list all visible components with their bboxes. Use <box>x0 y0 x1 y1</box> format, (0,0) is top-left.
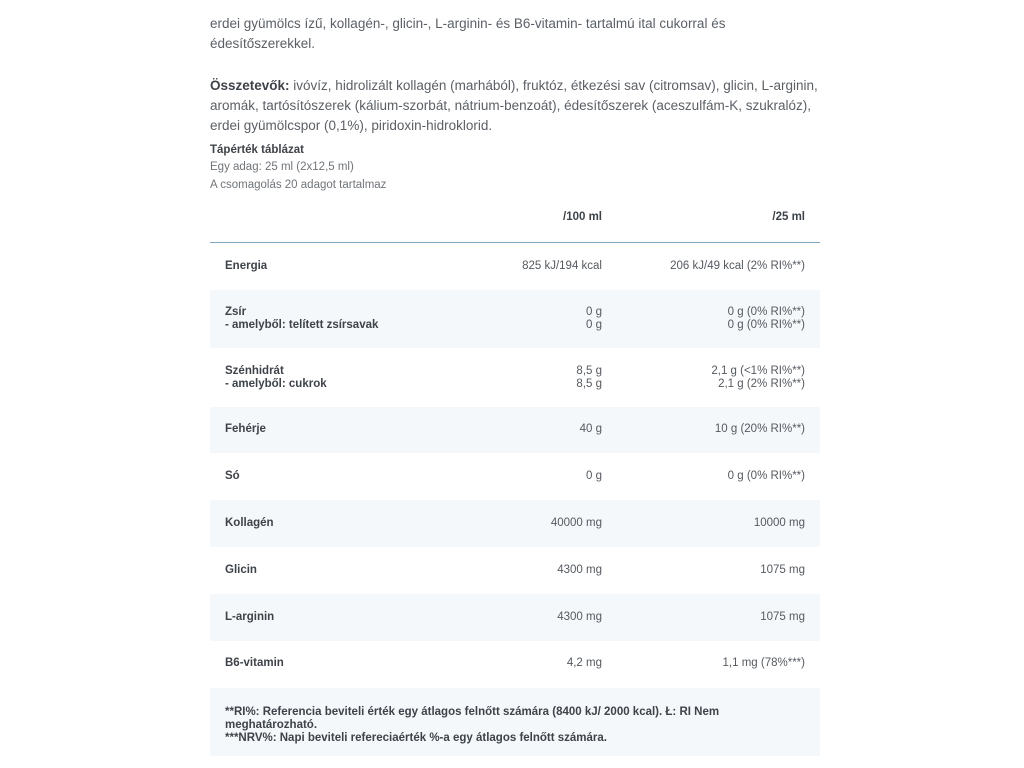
value-per-100ml: 4,2 mg <box>566 657 602 669</box>
nutrition-table-title: Tápérték táblázat <box>210 144 304 156</box>
value-per-25ml: 0 g (0% RI%**) <box>727 470 805 482</box>
nutrient-name: L-arginin <box>225 611 275 623</box>
value-per-100ml: 40000 mg <box>550 517 602 529</box>
nutrient-name: Só <box>225 470 240 482</box>
nutrient-name: Energia <box>225 260 268 272</box>
value-per-100ml: 40 g <box>579 423 602 435</box>
value-per-25ml: 1075 mg <box>760 611 805 623</box>
row-so <box>210 453 820 500</box>
value-per-25ml: 10 g (20% RI%**) <box>714 423 805 435</box>
row-b6-vitamin <box>210 641 820 688</box>
header-per-100ml: /100 ml <box>563 211 602 223</box>
ingredients-label: Összetevők: <box>210 78 290 93</box>
product-description: erdei gyümölcs ízű, kollagén-, glicin-, L-arginin- és B6-vitamin- tartalmú ital cukorral és édesítőszerekkel. <box>210 16 726 51</box>
value-per-25ml: 10000 mg <box>753 517 805 529</box>
value-per-100ml: 4300 mg <box>557 564 602 576</box>
nutrition-table-header <box>210 196 820 243</box>
nutrient-subname: - amelyből: telített zsírsavak <box>225 319 379 331</box>
value-per-25ml: 206 kJ/49 kcal (2% RI%**) <box>670 260 805 272</box>
servings-per-package: A csomagolás 20 adagot tartalmaz <box>210 179 387 191</box>
nutrient-name: Fehérje <box>225 423 266 435</box>
value-per-25ml-sub: 0 g (0% RI%**) <box>727 319 805 331</box>
nutrient-name: Glicin <box>225 564 257 576</box>
value-per-100ml: 8,5 g <box>576 365 602 377</box>
nutrient-subname: - amelyből: cukrok <box>225 378 327 390</box>
row-szenhidrat <box>210 348 820 407</box>
value-per-100ml-sub: 0 g <box>586 319 602 331</box>
row-kollagen <box>210 500 820 547</box>
value-per-100ml-sub: 8,5 g <box>576 378 602 390</box>
nutrient-name: Zsír <box>225 306 247 318</box>
nutrition-footnote <box>210 688 820 756</box>
value-per-25ml: 1075 mg <box>760 564 805 576</box>
value-per-100ml: 0 g <box>586 470 602 482</box>
nutrient-name: B6-vitamin <box>225 657 284 669</box>
value-per-25ml: 1,1 mg (78%***) <box>722 657 805 669</box>
value-per-100ml: 4300 mg <box>557 611 602 623</box>
value-per-100ml: 825 kJ/194 kcal <box>522 260 602 272</box>
serving-size: Egy adag: 25 ml (2x12,5 ml) <box>210 161 354 173</box>
value-per-25ml: 0 g (0% RI%**) <box>727 306 805 318</box>
footnote-nrv: ***NRV%: Napi beviteli refereciaérték %-a egy átlagos felnőtt számára. <box>225 732 607 744</box>
row-energia <box>210 243 820 290</box>
ingredients-paragraph <box>210 76 835 136</box>
row-l-arginin <box>210 594 820 641</box>
ingredients-text: ivóvíz, hidrolizált kollagén (marhából), fruktóz, étkezési sav (citromsav), glicin, L-arginin, aromák, tartósítószerek (kálium-szorbát, nátrium-benzoát), édesítőszerek (aceszulfám-K, szukralóz), erdei gyümölcspor (0,1%), piridoxin-hidroklorid. <box>210 78 818 133</box>
row-feherje <box>210 407 820 453</box>
header-per-25ml: /25 ml <box>772 211 805 223</box>
value-per-25ml: 2,1 g (<1% RI%**) <box>711 365 805 377</box>
value-per-25ml-sub: 2,1 g (2% RI%**) <box>718 378 805 390</box>
nutrient-name: Kollagén <box>225 517 274 529</box>
row-zsir <box>210 290 820 348</box>
footnote-ri: **RI%: Referencia beviteli érték egy átlagos felnőtt számára (8400 kJ/ 2000 kcal). Ł: RI Nem meghatározható. <box>225 706 720 731</box>
value-per-100ml: 0 g <box>586 306 602 318</box>
row-glicin <box>210 547 820 594</box>
nutrient-name: Szénhidrát <box>225 365 284 377</box>
